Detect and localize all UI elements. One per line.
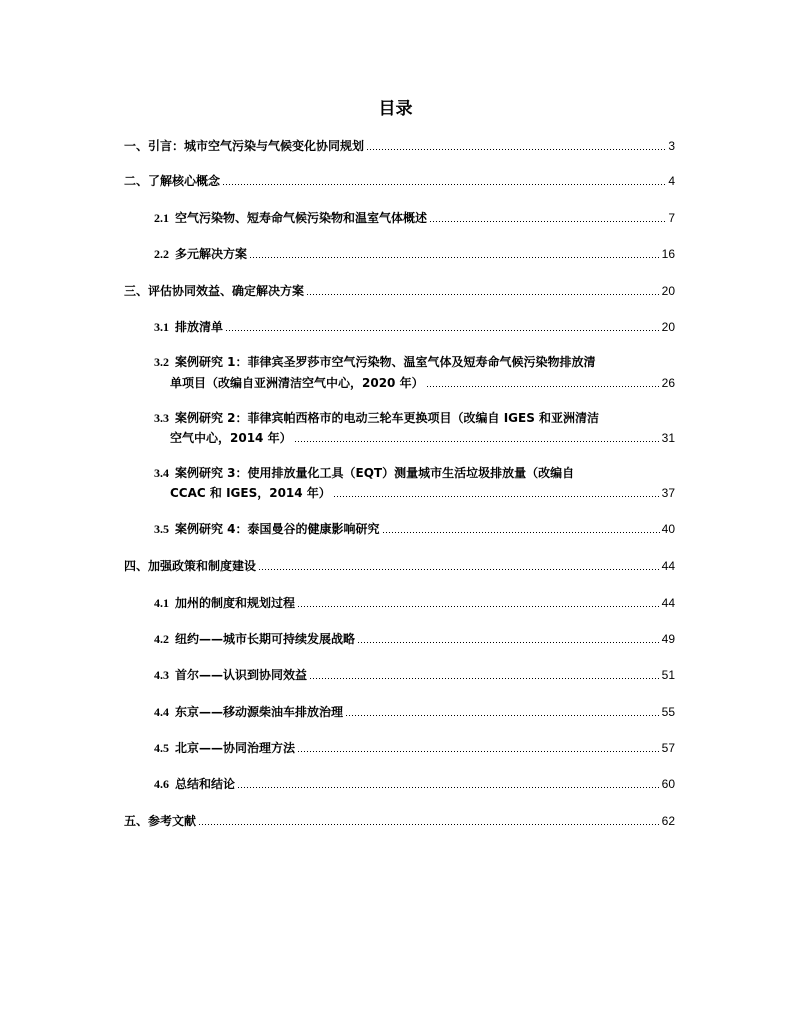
toc-page-number: 16 (661, 247, 675, 261)
toc-entry-label: 案例研究 3：使用排放量化工具（EQT）测量城市生活垃圾排放量（改编自 (175, 466, 575, 480)
toc-entry-4-2[interactable] (154, 630, 675, 648)
toc-entry-label: 加州的制度和规划过程 (175, 596, 296, 610)
toc-entry-3[interactable] (124, 282, 675, 300)
toc-leader-dots (225, 320, 661, 332)
toc-title: 目录 (378, 99, 413, 119)
toc-page-number: 44 (661, 596, 675, 610)
toc-entry-label: 一、引言：城市空气污染与气候变化协同规划 (124, 139, 365, 153)
toc-leader-dots (297, 741, 661, 753)
toc-page-number: 51 (661, 668, 675, 682)
toc-section-number: 3.1 (154, 320, 169, 334)
toc-entry-label: CCAC 和 IGES，2014 年） (170, 486, 331, 500)
toc-page-number: 20 (661, 284, 675, 298)
toc-entry-2[interactable] (124, 172, 675, 190)
toc-page-number: 3 (668, 139, 675, 153)
toc-entry-label: 空气中心，2014 年） (170, 431, 292, 445)
toc-page-number: 62 (661, 814, 675, 828)
toc-entry-label: 排放清单 (175, 320, 224, 334)
toc-page-number: 7 (668, 211, 675, 225)
toc-leader-dots (426, 376, 661, 388)
toc-page-number: 57 (661, 741, 675, 755)
toc-entry-label: 案例研究 2：菲律宾帕西格市的电动三轮车更换项目（改编自 IGES 和亚洲清洁 (175, 411, 600, 425)
toc-entry-4-4[interactable] (154, 703, 675, 721)
toc-leader-dots (309, 668, 661, 680)
toc-page-number: 26 (661, 376, 675, 390)
toc-section-number: 4.6 (154, 777, 169, 791)
toc-entry-label: 案例研究 4：泰国曼谷的健康影响研究 (175, 522, 380, 536)
toc-leader-dots (382, 522, 661, 534)
toc-page-number: 20 (661, 320, 675, 334)
toc-entry-label: 总结和结论 (175, 777, 236, 791)
toc-entry-label: 纽约——城市长期可持续发展战略 (175, 632, 356, 646)
toc-entry-4-3[interactable] (154, 666, 675, 684)
toc-section-number: 4.2 (154, 632, 169, 646)
toc-section-number: 3.3 (154, 411, 169, 425)
toc-page-number: 49 (661, 632, 675, 646)
toc-leader-dots (366, 139, 667, 151)
toc-page-number: 4 (668, 174, 675, 188)
toc-leader-dots (198, 814, 661, 826)
toc-section-number: 3.5 (154, 522, 169, 536)
toc-leader-dots (237, 777, 661, 789)
toc-entry-2-1[interactable] (154, 209, 675, 227)
toc-leader-dots (429, 211, 667, 223)
toc-entry-3-2-line2[interactable] (170, 374, 675, 392)
toc-page-number: 60 (661, 777, 675, 791)
toc-entry-label: 二、了解核心概念 (124, 174, 221, 188)
toc-page-number: 44 (661, 559, 675, 573)
toc-leader-dots (249, 247, 661, 259)
toc-entry-2-2[interactable] (154, 245, 675, 263)
toc-leader-dots (294, 431, 661, 443)
toc-leader-dots (345, 705, 661, 717)
toc-entry-label: 五、参考文献 (124, 814, 197, 828)
toc-page-number: 31 (661, 431, 675, 445)
toc-entry-label: 三、评估协同效益、确定解决方案 (124, 284, 305, 298)
toc-entry-4-1[interactable] (154, 594, 675, 612)
toc-entry-1[interactable] (124, 137, 675, 155)
toc-leader-dots (333, 486, 661, 498)
toc-entry-3-3-line1[interactable] (154, 409, 675, 427)
toc-entry-3-4-line2[interactable] (170, 484, 675, 502)
toc-leader-dots (258, 559, 661, 571)
toc-section-number: 4.5 (154, 741, 169, 755)
toc-entry-4-5[interactable] (154, 739, 675, 757)
toc-entry-label: 空气污染物、短寿命气候污染物和温室气体概述 (175, 211, 428, 225)
toc-entry-3-3-line2[interactable] (170, 429, 675, 447)
toc-section-number: 3.2 (154, 355, 169, 369)
toc-entry-label: 东京——移动源柴油车排放治理 (175, 705, 344, 719)
toc-section-number: 4.1 (154, 596, 169, 610)
toc-leader-dots (297, 596, 661, 608)
toc-section-number: 4.3 (154, 668, 169, 682)
toc-leader-dots (306, 284, 661, 296)
toc-entry-label: 案例研究 1：菲律宾圣罗莎市空气污染物、温室气体及短寿命气候污染物排放清 (175, 355, 596, 369)
toc-page-number: 37 (661, 486, 675, 500)
toc-section-number: 2.1 (154, 211, 169, 225)
toc-entry-label: 四、加强政策和制度建设 (124, 559, 257, 573)
toc-entry-label: 北京——协同治理方法 (175, 741, 296, 755)
toc-section-number: 2.2 (154, 247, 169, 261)
toc-entry-3-4-line1[interactable] (154, 464, 675, 482)
toc-page-number: 55 (661, 705, 675, 719)
toc-entry-3-5[interactable] (154, 520, 675, 538)
toc-page-number: 40 (661, 522, 675, 536)
toc-entry-3-2-line1[interactable] (154, 353, 675, 371)
toc-entry-4[interactable] (124, 557, 675, 575)
toc-leader-dots (222, 174, 667, 186)
toc-entry-3-1[interactable] (154, 318, 675, 336)
toc-entry-4-6[interactable] (154, 775, 675, 793)
toc-entry-label: 首尔——认识到协同效益 (175, 668, 308, 682)
toc-section-number: 3.4 (154, 466, 169, 480)
toc-entry-label: 单项目（改编自亚洲清洁空气中心，2020 年） (170, 376, 424, 390)
toc-section-number: 4.4 (154, 705, 169, 719)
toc-leader-dots (357, 632, 661, 644)
toc-entry-5[interactable] (124, 812, 675, 830)
toc-entry-label: 多元解决方案 (175, 247, 248, 261)
